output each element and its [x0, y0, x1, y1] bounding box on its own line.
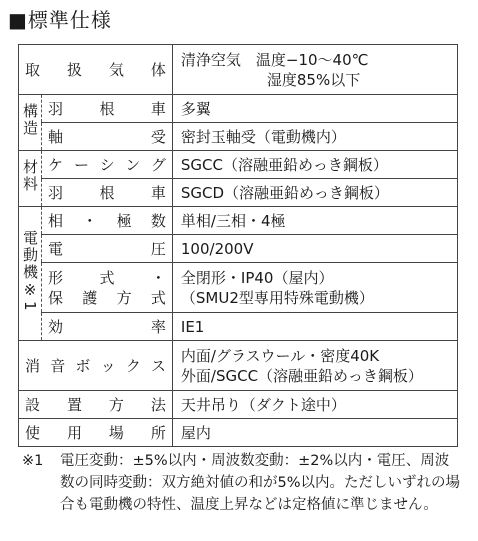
table-row	[19, 95, 458, 123]
footnote-mark: ※1	[22, 453, 44, 469]
row-value: 100/200V	[172, 235, 457, 263]
row-value: 屋内	[172, 419, 457, 447]
row-label	[42, 263, 173, 313]
row-value-line: 内面/グラスウール・密度40K	[180, 346, 380, 365]
group-label-text: 構造	[21, 103, 39, 137]
row-label	[19, 391, 173, 419]
row-value: SGCC（溶融亜鉛めっき鋼板）	[172, 151, 457, 179]
table-row	[19, 179, 458, 207]
row-value: IE1	[172, 313, 457, 341]
row-label	[19, 45, 173, 95]
row-value-line: 外面/SGCC（溶融亜鉛めっき鋼板）	[180, 366, 423, 385]
row-label	[42, 179, 173, 207]
row-value: 多翼	[172, 95, 457, 123]
row-value	[172, 45, 457, 95]
row-label-text: 保護方式	[48, 288, 166, 307]
row-label-text: 電圧	[48, 239, 166, 258]
group-label-text: 電動機※1	[21, 229, 39, 313]
row-value: SGCD（溶融亜鉛めっき鋼板）	[172, 179, 457, 207]
group-label	[19, 207, 42, 341]
table-row	[19, 419, 458, 447]
row-value: 密封玉軸受（電動機内）	[172, 123, 457, 151]
group-label	[19, 95, 42, 151]
table-row	[19, 123, 458, 151]
row-label-text: ケーシング	[48, 155, 166, 174]
row-value-line: 湿度85%以下	[266, 70, 361, 89]
row-label-text: 羽根車	[48, 99, 166, 118]
row-label-text: 形式・	[48, 268, 166, 287]
row-label-text: 羽根車	[48, 183, 166, 202]
row-value: 天井吊り（ダクト途中）	[172, 391, 457, 419]
row-label-text: 取扱気体	[25, 60, 166, 79]
group-label-text: 材料	[21, 159, 39, 193]
row-value	[172, 263, 457, 313]
row-label-text: 使用場所	[25, 423, 166, 442]
table-row	[19, 263, 458, 313]
row-label	[19, 419, 173, 447]
row-label	[42, 151, 173, 179]
row-label-text: 相・極数	[48, 211, 166, 230]
row-value	[172, 341, 457, 391]
table-row	[19, 151, 458, 179]
row-label	[19, 341, 173, 391]
table-row	[19, 207, 458, 235]
footnote	[22, 450, 462, 516]
row-value: 単相/三相・4極	[172, 207, 457, 235]
table-row	[19, 235, 458, 263]
row-value-line: 清浄空気 温度−10〜40℃	[180, 50, 369, 69]
row-label	[42, 235, 173, 263]
row-label	[42, 123, 173, 151]
row-label	[42, 313, 173, 341]
spec-table	[18, 44, 458, 447]
row-label-text: 設置方法	[25, 395, 166, 414]
row-label-text: 効率	[48, 317, 166, 336]
table-row	[19, 341, 458, 391]
row-label-text: 消音ボックス	[25, 356, 166, 375]
table-row	[19, 45, 458, 95]
table-row	[19, 391, 458, 419]
footnote-text: 電圧変動：±5%以内・周波数変動：±2%以内・電圧、周波数の同時変動：双方絶対値の和が5%以内。ただしいずれの場合も電動機の特性、温度上昇などは定格値に準じません。	[60, 453, 461, 513]
row-label	[42, 95, 173, 123]
row-label-text: 軸受	[48, 127, 166, 146]
row-value-line: 全閉形・IP40（屋内）	[180, 268, 334, 287]
row-label	[42, 207, 173, 235]
row-value-line: （SMU2型専用特殊電動機）	[180, 288, 374, 307]
table-row	[19, 313, 458, 341]
section-title: ■標準仕様	[8, 8, 112, 32]
group-label	[19, 151, 42, 207]
